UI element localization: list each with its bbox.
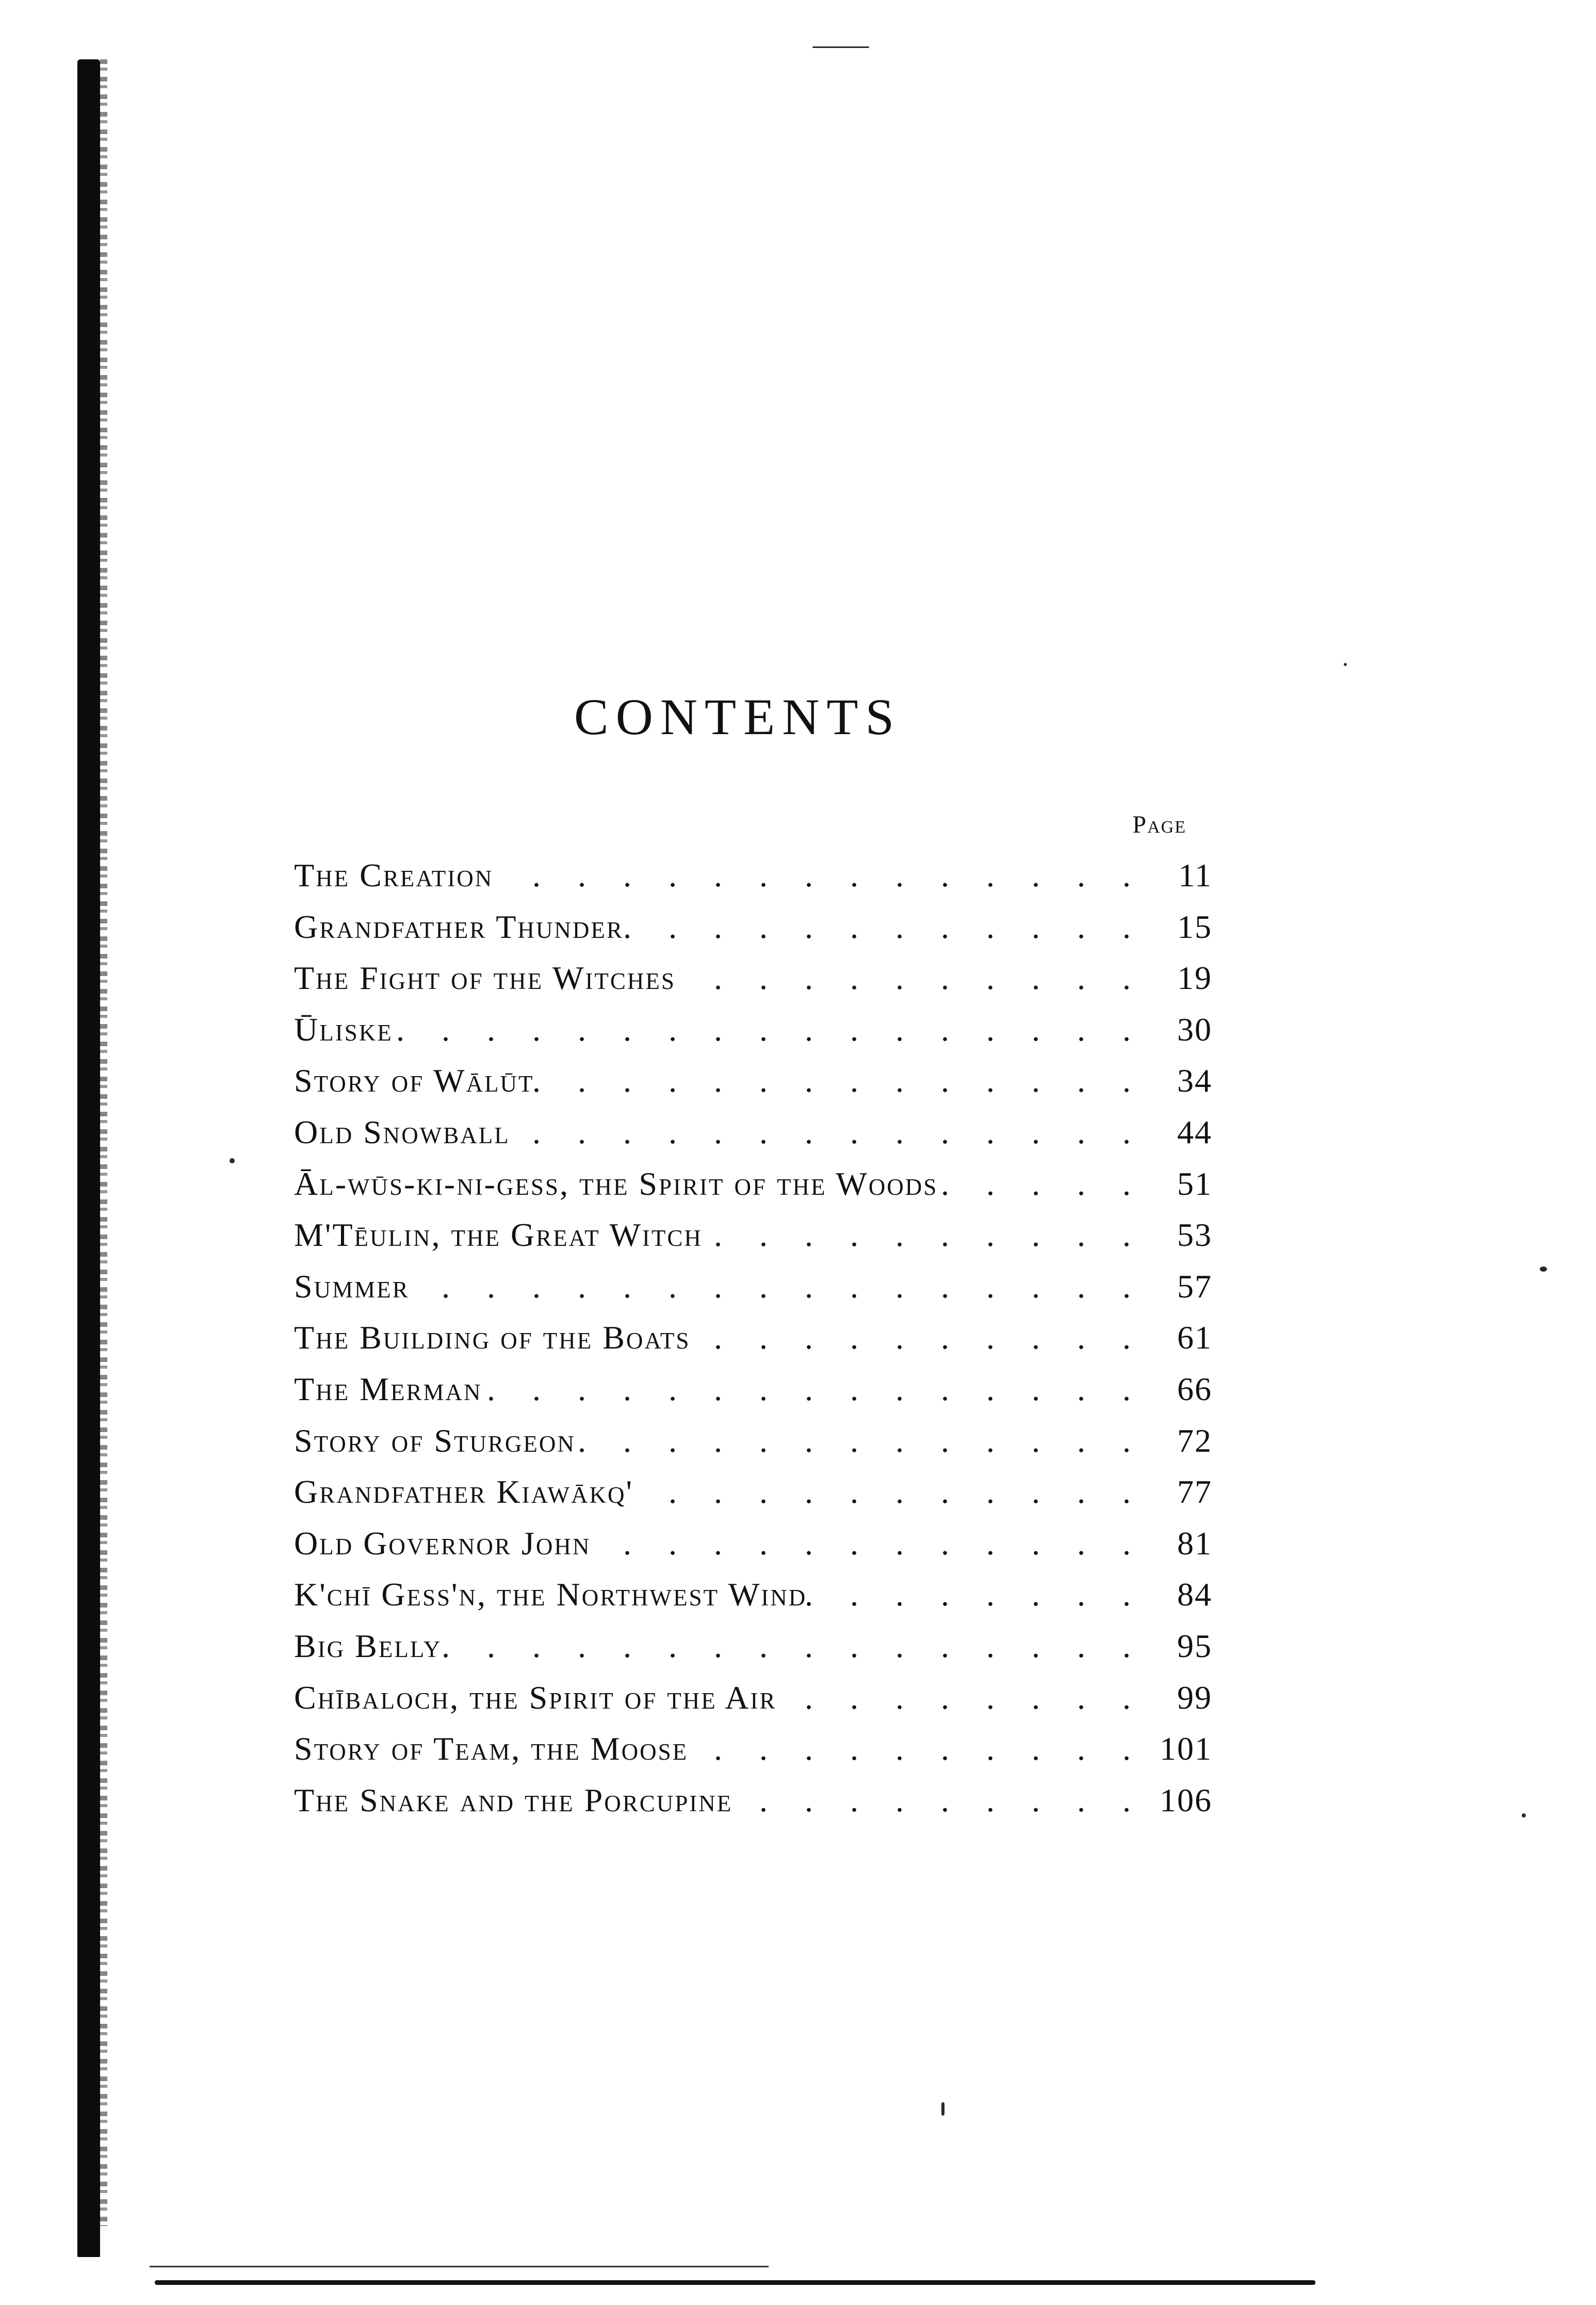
toc-entry xyxy=(294,1113,1212,1167)
dot-leader xyxy=(633,1475,1145,1508)
dot-leader xyxy=(807,1578,1145,1611)
dot-leader xyxy=(776,1681,1145,1714)
toc-entry xyxy=(294,859,1212,911)
dot-leader xyxy=(690,1321,1145,1354)
toc-entry xyxy=(294,1064,1212,1116)
toc-entry-title: Old Snowball xyxy=(294,1113,510,1150)
scan-speck xyxy=(1540,1267,1547,1272)
toc-entry-title: Ūliske xyxy=(294,1011,393,1048)
toc-entry-title: The Merman xyxy=(294,1370,482,1407)
toc-entry-title: The Building of the Boats xyxy=(294,1319,691,1356)
dot-leader xyxy=(938,1167,1145,1200)
toc-entry xyxy=(294,1370,1212,1424)
toc-entry xyxy=(294,1732,1212,1784)
toc-entry-title: Āl-wūs-ki-ni-gess, the Spirit of the Woods xyxy=(294,1165,938,1202)
toc-entry-page-number: 53 xyxy=(1177,1216,1212,1254)
toc-entry xyxy=(294,1216,1212,1270)
toc-entry-page-number: 34 xyxy=(1177,1062,1212,1099)
binding-edge xyxy=(77,59,100,2257)
scan-speck xyxy=(1344,663,1347,666)
toc-entry xyxy=(294,1781,1212,1836)
dot-leader xyxy=(482,1373,1146,1406)
dot-leader xyxy=(510,1116,1145,1149)
toc-entry xyxy=(294,1167,1212,1219)
toc-entry-title: Big Belly xyxy=(294,1627,442,1664)
scan-speck xyxy=(812,46,869,48)
toc-entry-page-number: 51 xyxy=(1177,1165,1212,1202)
scan-artifact-line xyxy=(150,2266,769,2267)
toc-entry-page-number: 81 xyxy=(1177,1524,1212,1562)
toc-entry-title: Chībaloch, the Spirit of the Air xyxy=(294,1679,777,1716)
dot-leader xyxy=(410,1270,1145,1303)
dot-leader xyxy=(393,1013,1145,1046)
toc-entry-page-number: 84 xyxy=(1177,1576,1212,1613)
page-title: CONTENTS xyxy=(574,688,902,745)
toc-entry-page-number: 57 xyxy=(1177,1268,1212,1305)
toc-entry-page-number: 101 xyxy=(1160,1730,1212,1767)
toc-entry-page-number: 19 xyxy=(1177,960,1212,997)
toc-entry-title: Story of Team, the Moose xyxy=(294,1730,689,1767)
toc-entry xyxy=(294,1270,1212,1322)
toc-entry xyxy=(294,1681,1212,1733)
toc-entry-title: M'Tēulin, the Great Witch xyxy=(294,1216,703,1254)
dot-leader xyxy=(493,859,1145,892)
toc-entry-title: K'chī Gess'n, the Northwest Wind xyxy=(294,1576,807,1613)
toc-entry-title: Summer xyxy=(294,1268,410,1305)
toc-entry xyxy=(294,908,1212,962)
dot-leader xyxy=(576,1424,1145,1457)
toc-entry-title: The Creation xyxy=(294,857,494,894)
page-column-header: Page xyxy=(1132,811,1186,838)
dot-leader xyxy=(534,1064,1145,1097)
toc-entry xyxy=(294,1475,1212,1527)
toc-entry-page-number: 66 xyxy=(1177,1370,1212,1407)
dot-leader xyxy=(732,1784,1145,1817)
binding-edge-texture xyxy=(100,59,107,2226)
dot-leader xyxy=(703,1219,1145,1252)
toc-entry xyxy=(294,1321,1212,1373)
table-of-contents xyxy=(294,859,1212,1835)
toc-entry xyxy=(294,1013,1212,1065)
scan-speck xyxy=(941,2102,944,2116)
toc-entry xyxy=(294,1578,1212,1630)
toc-entry-page-number: 11 xyxy=(1178,857,1212,894)
toc-entry-page-number: 99 xyxy=(1177,1679,1212,1716)
toc-entry-title: Grandfather Thunder xyxy=(294,908,624,945)
toc-entry-page-number: 77 xyxy=(1177,1473,1212,1511)
toc-entry xyxy=(294,962,1212,1013)
dot-leader xyxy=(624,911,1145,944)
scan-speck xyxy=(1522,1813,1526,1817)
toc-entry-title: The Snake and the Porcupine xyxy=(294,1781,733,1819)
toc-entry-page-number: 15 xyxy=(1177,908,1212,945)
bottom-edge-rule xyxy=(155,2280,1315,2285)
toc-entry-title: The Fight of the Witches xyxy=(294,960,676,997)
toc-entry-page-number: 95 xyxy=(1177,1627,1212,1664)
toc-entry-title: Story of Wālūt xyxy=(294,1062,534,1099)
toc-entry-title: Story of Sturgeon xyxy=(294,1422,576,1459)
toc-entry-page-number: 44 xyxy=(1177,1113,1212,1150)
toc-entry xyxy=(294,1524,1212,1579)
toc-entry-page-number: 30 xyxy=(1177,1011,1212,1048)
toc-entry xyxy=(294,1424,1212,1476)
dot-leader xyxy=(676,962,1145,995)
toc-entry-title: Old Governor John xyxy=(294,1524,591,1562)
toc-entry-title: Grandfather Kiawākq' xyxy=(294,1473,634,1511)
scan-speck xyxy=(230,1158,235,1163)
toc-entry-page-number: 106 xyxy=(1160,1781,1212,1819)
toc-entry xyxy=(294,1627,1212,1681)
dot-leader xyxy=(688,1732,1145,1765)
toc-entry-page-number: 61 xyxy=(1177,1319,1212,1356)
dot-leader xyxy=(591,1527,1145,1560)
toc-entry-page-number: 72 xyxy=(1177,1422,1212,1459)
dot-leader xyxy=(442,1630,1145,1663)
